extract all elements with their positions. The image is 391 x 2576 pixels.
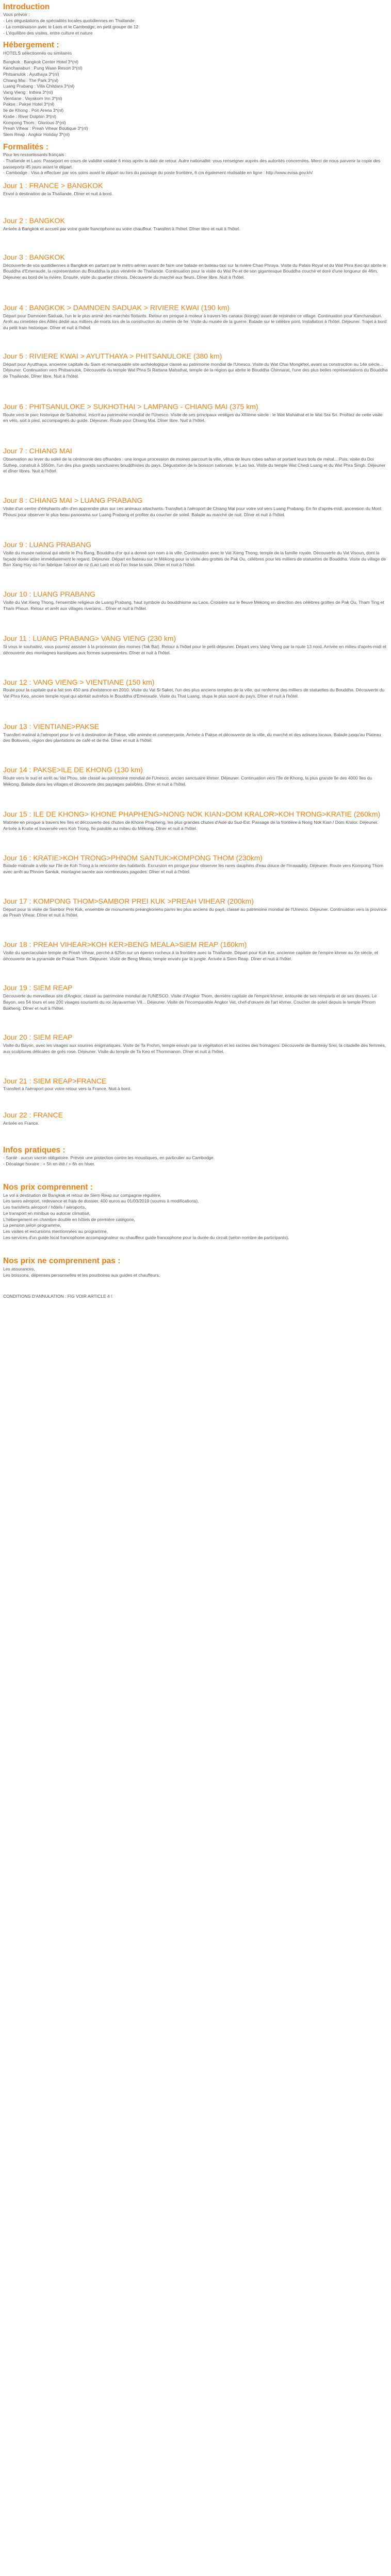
day-block [3,634,388,656]
day-text: Visite du musée national qui abrite le Pra Bang, Bouddha d'or qui a donné son nom à la ville. Continuation avec le Vat Xieng Thong, temple de la famille royale. Découverte du Vat Visoun, dont la façade dorée attire immédiatement le regard. Déjeuner. Départ en bateau sur le Mékong pour la visite des grottes de Pak Ou, célèbres pour les milliers de statuettes de Bouddha. Visite du village de Ban Xang Hay où l'on fabrique l'alcool de riz (Lao Lao) et où l'on tisse la soie. Dîner et nuit à l'hôtel. [3,550,386,568]
day-text: Départ pour Damnoen Saduak, l'un le le plus animé des marchés flottants. Retour en pirogue à moteur à travers les canaux (klongs) avant de rejoindre ce village. Continuation pour Kanchanaburi. Arrêt au cimetière des Alliés dédié aux milliers de morts lors de la construction du chemin de fer. Visite du musée de la guerre. Balade sur le célèbre pont. Installation à l'hôtel. Déjeuner. Trajet à bord du petit train historique. Dîner et nuit à l'hôtel. [3,313,387,331]
intro-line: - La combinaison avec le Laos et le Cambodge, en petit groupe de 12 [3,24,139,29]
day-title: Jour 15 : ILE DE KHONG> KHONE PHAPHENG>NONG NOK KIAN>DOM KRALOR>KOH TRONG>KRATIE (260km) [3,810,381,819]
day-text: Départ pour la visite de Sambor Prei Kuk, ensemble de monuments préangkoriens parmi les plus anciens du pays, classé au patrimoine mondial de l'Unesco. Déjeuner. Continuation vers la province de Preah Vihear. Dîner et nuit à l'hôtel. [3,906,387,918]
price-excludes-title: Nos prix ne comprennent pas : [3,1257,121,1266]
day-title: Jour 10 : LUANG PRABANG [3,590,95,599]
day-text: Matinée en pirogue à travers les îles et découverte des chutes de Khone Phapheng, les plus grandes chutes d'Asie du Sud-Est. Passage de la frontière à Nong Nok Kian / Dom Kralor. Déjeuner. Arrivée à Kratie et traversée vers Koh Trong, île paisible au milieu du Mékong. Dîner et nuit à l'hôtel. [3,820,379,831]
price-excludes-line: Les boissons, dépenses personnelles et les pourboires aux guides et chauffeurs. [3,1272,160,1278]
practical-line: - Décalage horaire : + 5h en été / + 6h en hiver. [3,1161,95,1166]
price-includes-line: Le vol à destination de Bangkok et retour de Siem Reap sur compagnie régulière, [3,1192,161,1198]
day-text: Visite du Bayon, avec les visages aux sourires énigmatiques. Visite de Ta Prohm, temple envahi par la végétation et les racines des fromagers. Découverte de Banteay Srei, la citadelle des femmes, aux sculptures délicates de grès rose. Déjeuner. Visite du temple de Ta Keo et Thommanon. Dîner et nuit à l'hôtel. [3,1043,386,1054]
day-title: Jour 6 : PHITSANULOKE > SUKHOTHAI > LAMPANG - CHIANG MAI (375 km) [3,402,258,411]
day-block [3,496,388,518]
day-title: Jour 4 : BANGKOK > DAMNOEN SADUAK > RIVIERE KWAI (190 km) [3,303,230,312]
day-title: Jour 20 : SIEM REAP [3,1033,73,1042]
formalities-line: - Thaïlande et Laos: Passeport en cours de validité valable 6 mois après la date de retour. Autre nationalité: vous renseigner auprès des autorités concernées. Merci de nous parvenir la copie des passeports 45 jours avant le départ. [3,158,381,170]
hotel-line: Kratie : River Dolphin 3*(nl) [3,113,56,119]
day-text: Transfert à l'aéroport pour votre retour vers la France. Nuit à bord. [3,1086,132,1092]
itinerary-section [3,181,388,1127]
formalities-line: Pour les ressortissants français : [3,152,67,158]
price-includes-section [3,1182,388,1241]
day-block [3,854,388,875]
day-text: Arrivée à Bangkok et accueil par votre guide francophone ou votre chauffeur. Transfert à l'hôtel. Dîner libre et nuit à l'hôtel. [3,226,240,232]
hotel-line: Phitsanulok : Ayuthaya 3*(nl) [3,71,59,77]
hotel-line: Vang Vieng : Inthira 3*(nl) [3,89,53,95]
day-title: Jour 1 : FRANCE > BANGKOK [3,181,103,190]
hotel-line: Kompong Thom : Glorious 3*(nl) [3,120,66,125]
price-includes-line: Les transferts aéroport / hôtels / aéroports, [3,1205,86,1210]
price-excludes-section [3,1256,388,1278]
day-block [3,678,388,700]
day-block [3,447,388,474]
day-title: Jour 5 : RIVIERE KWAI > AYUTTHAYA > PHITSANULOKE (380 km) [3,351,222,360]
day-block [3,181,388,197]
day-text: Transfert matinal à l'aéroport pour le vol à destination de Pakse, ville animée et commerçante. Arrivée à Pakse et découverte de la ville, du marché et des artisans locaux. Balade jusqu'au Plateau des Bolovens, région des plantations de café et de thé. Dîner et nuit à l'hôtel. [3,732,381,743]
day-title: Jour 9 : LUANG PRABANG [3,540,92,549]
day-text: Découverte du merveilleux site d'Angkor, classé au patrimoine mondial de l'UNESCO. Visite d'Angkor Thom, dernière capitale de l'empire khmer, entourée de ses remparts et de ses douves. Le Bayon, ses 54 tours et ses 200 visages souriants du roi Jayavarman VII... Déjeuner. Visite de l'incomparable Angkor Vat, chef-d'œuvre de l'art khmer. Coucher de soleil depuis le temple Phnom Bakheng. Dîner et nuit à l'hôtel. [3,993,377,1011]
intro-line: Vous prévoir : [3,12,30,18]
day-text: Découverte de vos quotidiennes à Bangkok en partant par le métro aérien avant de faire une balade en bateau-taxi sur la rivière Chao Phraya. Visite du Palais Royal et du Wat Phra Keo qui abrite le Bouddha d'Emeraude, la représentation du Bouddha la plus vénérée de Thaïlande. Continuation pour la visite du Wat Po et de son gigantesque Bouddha couché et doré d'une longueur de 46m. Déjeuner au bord de la rivière. Ensuite, visite du quartier chinois. Découverte du marché aux fleurs. Dîner libre. Nuit à l'hôtel. [3,262,386,280]
formalities-line: - Cambodge : Visa à effectuer par vos soins avant le départ ou lors du passage du poste frontière, 6 cm également réalisable en ligne : http://www.evisa.gov.kh/ [3,170,313,176]
day-text: Visite du spectaculaire temple de Preah Vihear, perché à 625m sur un éperon rocheux à la frontière avec la Thaïlande. Départ pour Koh Ker, ancienne capitale de l'empire khmer au Xe siècle, et découverte de la pyramide de Prasat Thom. Déjeuner. Visite de Beng Meala, temple envahi par la jungle. Arrivée à Siem Reap. Dîner et nuit à l'hôtel. [3,950,378,961]
price-includes-line: Les taxes aéroport, redevance et frais de dossier, 400 euros au 01/03/2019 (soumis à modifications), [3,1198,199,1204]
day-block [3,766,388,787]
day-title: Jour 17 : KOMPONG THOM>SAMBOR PREI KUK >PREAH VIHEAR (200km) [3,896,254,905]
day-text: Route vers le sud et arrêt au Vat Phou, site classé au patrimoine mondial de l'Unesco, ancien sanctuaire khmer. Déjeuner. Continuation vers l'île de Khong, la plus grande île des 4000 îles du Mékong. Balade dans les villages et découverte des paysages paisibles. Dîner et nuit à l'hôtel. [3,775,372,787]
day-block [3,810,388,832]
hotel-line: Pakse : Pakse Hotel 3*(nl) [3,101,55,107]
day-text: Départ pour Ayutthaya, ancienne capitale du Siam et remarquable site archéologique classé au patrimoine mondial de l'Unesco. Visite du Wat Chai Mongkhol, avant sa construction au 14e siècle... Déjeuner. Continuation vers Phitsanulok. Découverte du temple Wat Phra Si Rattana Mahathat, temple de la région qui abrite le Bouddha Chinnarat, l'une des plus belles représentations du Bouddha de Thaïlande. Dîner libre. Nuit à l'hôtel. [3,361,388,379]
day-title: Jour 16 : KRATIE>KOH TRONG>PHNOM SANTUK>KOMPONG THOM (230km) [3,853,263,862]
day-block [3,216,388,232]
price-includes-line: Les visites et excursions mentionnées au programme, [3,1229,108,1234]
hotel-line: Siem Reap : Angkor Holiday 3*(nl) [3,131,70,137]
practical-line: - Santé : aucun vaccin obligatoire. Prévoir une protection contre les moustiques, en particulier au Cambodge. [3,1155,215,1160]
day-title: Jour 18 : PREAH VIHEAR>KOH KER>BENG MEALA>SIEM REAP (160km) [3,940,247,949]
day-block [3,722,388,744]
day-text: Visite du Vat Xieng Thong, l'ensemble religieux de Luang Prabang, haut symbole du bouddhisme au Laos. Croisière sur le fleuve Mékong en direction des célèbres grottes de Pak Ou, Tham Ting et Tham Phoun. Retour et arrêt aux villages riverains... Dîner et nuit à l'hôtel. [3,600,384,611]
day-block [3,352,388,380]
day-block [3,1111,388,1127]
practical-info-title: Infos pratiques : [3,1145,66,1155]
day-text: Route vers le parc historique de Sukhothaï, inscrit au patrimoine mondial de l'Unesco. Visite de ses principaux vestiges du XIIIème siècle : le Wat Mahathat et le Wat Sra Sri. Profitez de cette visite en vélo, soit à pied, accompagnés du guide. Déjeuner. Route pour Chiang Mai. Dîner libre. Nuit à l'hôtel. [3,412,383,423]
day-text: Observation au lever du soleil de la cérémonie des offrandes : une longue procession de moines parcourt la ville, vêtus de leurs robes safran et portant leurs bols de métal... Puis, visite du Doi Suthep, construit à 1650m, l'un des plus grands sanctuaires bouddhistes du pays. Dégustation de la boisson nationale, le Lao lao. Visite du temple Wat Chedi Luang et du Wat Phra Singh. Déjeuner et dîner libres. Nuit à l'hôtel. [3,456,386,474]
practical-info-section [3,1145,388,1167]
day-title: Jour 22 : FRANCE [3,1111,63,1120]
day-text: Balade matinale à vélo sur l'île de Koh Trong à la rencontre des habitants. Excursion en pirogue pour observer les rares dauphins d'eau douce de l'Irrawaddy. Déjeuner. Route vers Kompong Thom avec arrêt au Phnom Santuk, montagne sacrée aux nombreuses pagodes. Dîner et nuit à l'hôtel. [3,863,383,875]
price-includes-line: Les services d'un guide local francophone accompagnateur ou chauffeur guide francophone pour la durée du circuit (selon nombre de participants). [3,1234,289,1240]
intro-line: - L'équilibre des visites, entre culture et nature [3,30,93,36]
lodging-list [3,59,388,138]
day-title: Jour 3 : BANGKOK [3,252,65,261]
day-title: Jour 12 : VANG VIENG > VIENTIANE (150 km) [3,677,155,686]
lodging-intro: HOTELS sélectionnés ou similaires [3,50,72,56]
day-text: Route pour la capitale qui a fait son 450 ans d'existence en 2010. Visite du Vat Si Saket, l'un des plus anciens temples de la ville, qui renferme des milliers de statuettes du Bouddha. Découverte du Vat Phra Keo, ancien temple royal qui abritait autrefois le Bouddha d'Emeraude. Visite du That Luang, stupa le plus sacré du pays. Dîner et nuit à l'hôtel. [3,687,385,699]
day-block [3,897,388,919]
price-includes-title: Nos prix comprennent : [3,1183,93,1192]
day-title: Jour 11 : LUANG PRABANG> VANG VIENG (230 km) [3,634,176,643]
day-text: Envol à destination de la Thaïlande. Dîner et nuit à bord. [3,191,113,196]
hotel-line: Luang Prabang : Villa Chitdara 3*(nl) [3,83,75,89]
introduction-section [3,2,388,36]
hotel-line: Preah Vihear : Preah Vihear Boutique 3*(nl) [3,126,88,131]
day-block [3,590,388,612]
day-title: Jour 14 : PAKSE>ILE DE KHONG (130 km) [3,766,143,774]
day-block [3,253,388,281]
intro-line: - Les dégustations de spécialités locales quotidiennes en Thaïlande [3,18,135,24]
day-text: Arrivée en France. [3,1120,39,1126]
hotel-line: Bangkok : Bangkok Center Hotel 3*(nl) [3,59,78,65]
day-block [3,303,388,331]
day-block [3,940,388,962]
hotel-line: Vientiane : Vayakorn Inn 3*(nl) [3,95,62,101]
hotel-line: Ile de Khong : Pon Arena 3*(nl) [3,108,64,113]
day-text: Si vous le souhaitez, vous pourrez assister à la procession des moines (Tak Bat). Retour à l'hôtel pour le petit-déjeuner. Départ vers Vang Vieng par la route 13 nord. Arrivée en milieu d'après-midi et découverte des montagnes karstiques aux formes surprenantes. Dîner et nuit à l'hôtel. [3,644,386,655]
price-excludes-line: Les assurances, [3,1266,35,1272]
day-title: Jour 7 : CHIANG MAI [3,447,72,455]
day-block [3,984,388,1011]
introduction-text [3,12,388,36]
hotel-line: Kanchanaburi : Pung Waan Resort 3*(nl) [3,65,83,71]
formalities-title: Formalités : [3,142,48,151]
lodging-section [3,40,388,138]
lodging-title: Hébergement : [3,41,59,50]
cancellation-footer: CONDITIONS D'ANNULATION : FIG VOIR ARTICLE 4 ! [3,1294,112,1299]
day-title: Jour 19 : SIEM REAP [3,984,73,992]
price-includes-line: Le transport en minibus ou autocar climatisé, [3,1210,91,1216]
day-text: Visite d'un centre d'éléphants afin d'en apprendre plus sur ces animaux attachants. Transfert à l'aéroport de Chiang Mai pour votre vol vers Luang Prabang. En fin d'après-midi, ascension du Mont Phousi pour observer le plus beau panorama sur Luang Prabang et profiter du coucher de soleil. Balade au marché de nuit. Dîner et nuit à l'hôtel. [3,505,382,517]
day-title: Jour 2 : BANGKOK [3,216,65,225]
price-includes-line: La pension selon programme, [3,1223,61,1228]
day-title: Jour 13 : VIENTIANE>PAKSE [3,722,100,731]
day-title: Jour 21 : SIEM REAP>FRANCE [3,1076,107,1085]
formalities-section [3,142,388,176]
introduction-title: Introduction [3,3,50,11]
day-title: Jour 8 : CHIANG MAI > LUANG PRABANG [3,496,143,505]
day-block [3,402,388,424]
hotel-line: Chiang Mai : The Park 3*(nl) [3,77,59,83]
day-block [3,540,388,568]
price-includes-line: L'hébergement en chambre double en hôtels de première catégorie, [3,1216,135,1222]
day-block [3,1033,388,1055]
day-block [3,1077,388,1093]
